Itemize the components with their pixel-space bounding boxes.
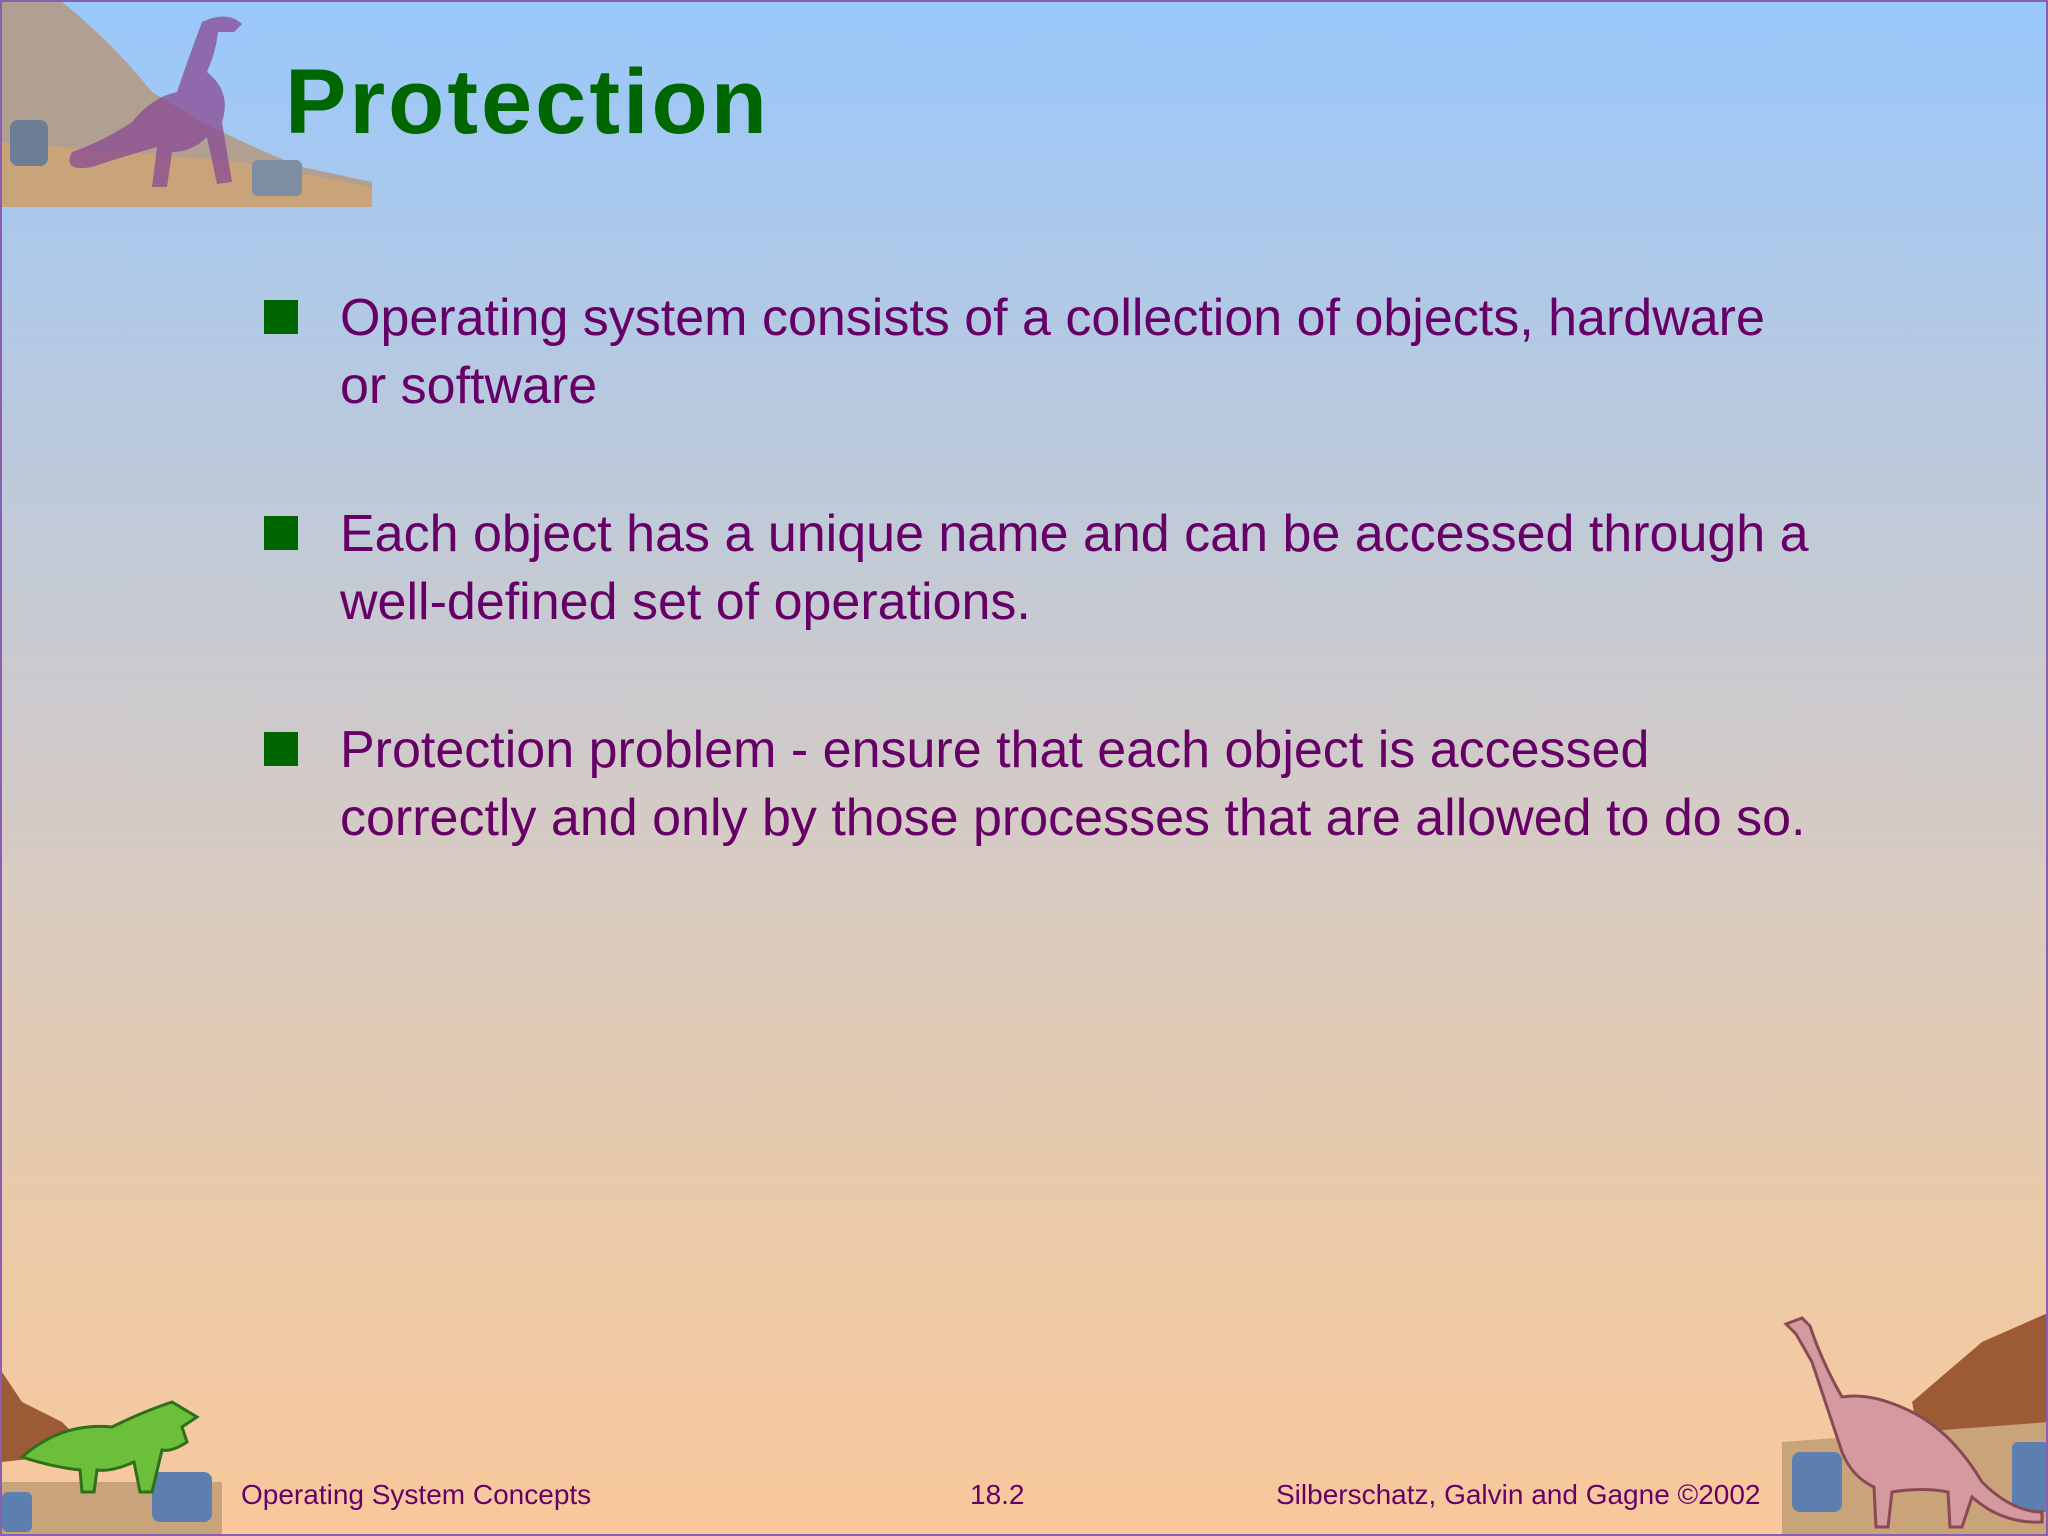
bullet-item — [264, 284, 1824, 420]
bullet-item — [264, 716, 1824, 852]
footer-book-title: Operating System Concepts — [241, 1479, 592, 1510]
square-bullet-icon — [264, 732, 298, 766]
triceratops-illustration — [2, 1342, 222, 1536]
bullet-list — [264, 284, 1824, 932]
square-bullet-icon — [264, 300, 298, 334]
footer-page-number: 18.2 — [970, 1479, 1025, 1510]
slide-title: Protection — [285, 51, 770, 153]
footer-authors: Silberschatz, Galvin and Gagne ©2002 — [1276, 1479, 1761, 1510]
bullet-text: Each object has a unique name and can be accessed through a well-defined set of operations. — [340, 505, 1809, 631]
bullet-text: Protection problem - ensure that each object is accessed correctly and only by those processes that are allowed to do so. — [340, 721, 1806, 847]
square-bullet-icon — [264, 516, 298, 550]
brontosaurus-illustration — [1782, 1282, 2048, 1536]
bullet-text: Operating system consists of a collection of objects, hardware or software — [340, 289, 1765, 415]
bullet-item — [264, 500, 1824, 636]
